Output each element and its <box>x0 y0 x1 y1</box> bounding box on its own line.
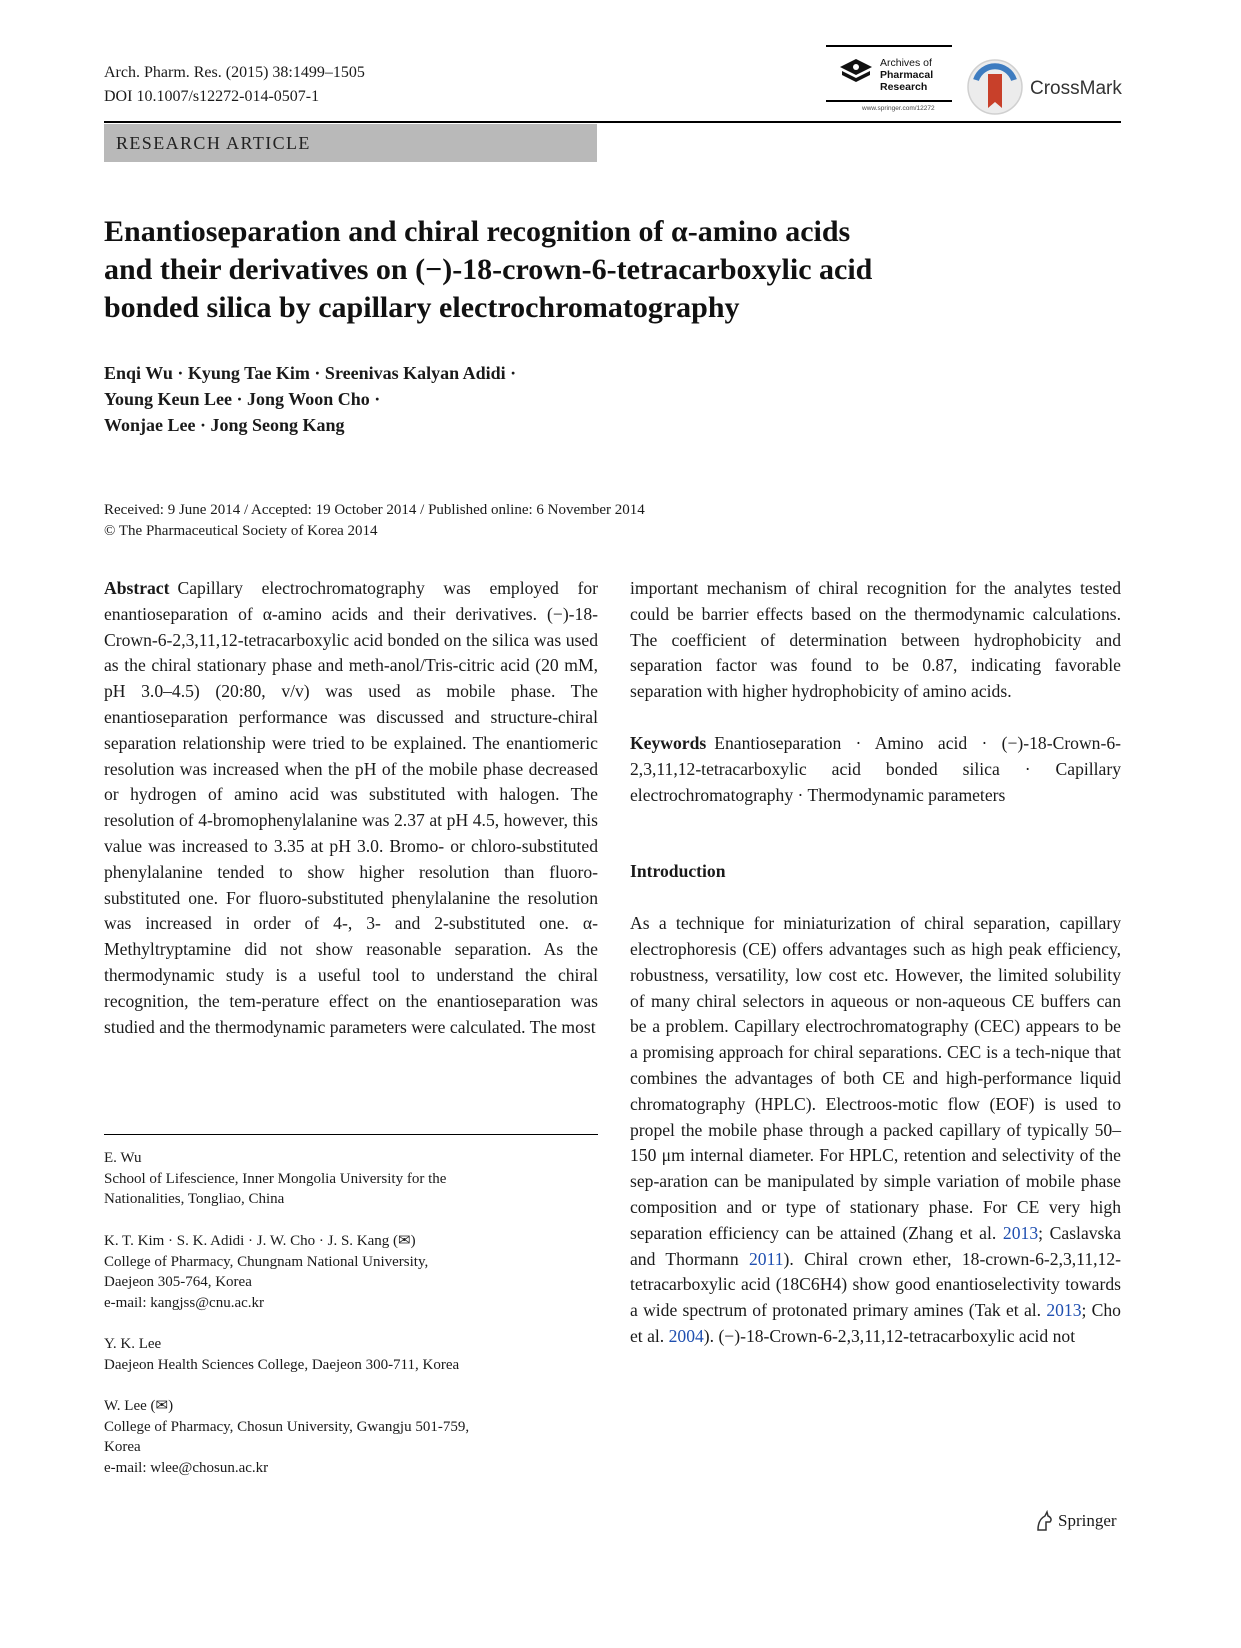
title-line: and their derivatives on (−)-18-crown-6-tetracarboxylic acid <box>104 253 873 286</box>
author-list <box>104 360 516 438</box>
doi[interactable]: DOI 10.1007/s12272-014-0507-1 <box>104 88 320 105</box>
affiliation-line: School of Lifescience, Inner Mongolia University for the <box>104 1170 447 1187</box>
publication-dates <box>104 500 645 542</box>
springer-logo[interactable] <box>1034 1510 1117 1532</box>
affiliation-line: College of Pharmacy, Chosun University, Gwangju 501-759, <box>104 1418 470 1435</box>
affiliation-line: Nationalities, Tongliao, China <box>104 1191 285 1207</box>
springer-label: Springer <box>1058 1511 1117 1530</box>
affiliation-block <box>104 1334 598 1375</box>
intro-text: ). (−)-18-Crown-6-2,3,11,12-tetracarboxylic acid not <box>703 1325 1076 1346</box>
article-type-badge: RESEARCH ARTICLE <box>104 124 597 162</box>
author-line[interactable]: Young Keun Lee · Jong Woon Cho · <box>104 389 381 409</box>
intro-text: As a technique for miniaturization of chiral separation, capillary electrophoresis (CE) offers advantages such as high peak efficiency, robustness, versatility, low cost etc. However, the limited solubility of many chiral selectors in aqueous or non-aqueous CE buffers can be a problem. Capillary electrochromatography (CEC) appears to be a promising approach for chiral separations. CEC is a tech-nique that combines the advantages of both CE and high-performance liquid chromatography (HPLC). Electroos-motic flow (EOF) is used to propel the mobile phase through a packed capillary of typically 50–150 μm internal diameter. For HPLC, retention and selectivity of the sep-aration can be manipulated by simple variation of mobile phase composition and or type of stationary phase. For CE very high separation efficiency can be attained (Zhang et al. <box>630 913 1121 1243</box>
header-rule <box>104 121 1121 123</box>
citation-link[interactable]: 2013 <box>1002 1222 1039 1243</box>
crossmark-icon[interactable] <box>966 58 1024 116</box>
article-title <box>104 213 1004 327</box>
intro-text: ; Caslavska and Thormann <box>630 1222 1121 1269</box>
copyright: © The Pharmaceutical Society of Korea 2014 <box>104 523 378 539</box>
logo-bottom-rule <box>826 100 952 102</box>
keywords-text: Enantioseparation · Amino acid · (−)-18-Crown-6-2,3,11,12-tetracarboxylic acid bonded silica · Capillary electrochromatography · Thermodynamic parameters <box>630 732 1121 805</box>
affiliation-rule <box>104 1134 598 1135</box>
intro-text: ). Chiral crown ether, 18-crown-6-2,3,11,12-tetracarboxylic acid (18C6H4) show good enantioselectivity towards a wide spectrum of protonated primary amines (Tak et al. <box>630 1248 1121 1321</box>
affiliation-line: Y. K. Lee <box>104 1336 162 1352</box>
email-link[interactable]: e-mail: wlee@chosun.ac.kr <box>104 1459 269 1476</box>
history-dates: Received: 9 June 2014 / Accepted: 19 October 2014 / Published online: 6 November 2014 <box>104 502 645 518</box>
keywords-label: Keywords <box>630 732 707 753</box>
affiliation-line: College of Pharmacy, Chungnam National University, <box>104 1253 429 1270</box>
intro-text: ; Cho et al. <box>630 1300 1121 1346</box>
author-line[interactable]: Enqi Wu · Kyung Tae Kim · Sreenivas Kalyan Adidi · <box>104 363 517 383</box>
abstract-text: Capillary electrochromatography was employed for enantioseparation of α-amino acids and their derivatives. (−)-18-Crown-6-2,3,11,12-tetracarboxylic acid bonded on the silica was used as the chiral stationary phase and meth-anol/Tris-citric acid (20 mM, pH 3.0–4.5) (20:80, v/v) was used as mobile phase. The enantioseparation performance was discussed and structure-chiral separation relationship were tried to be explained. The enantiomeric resolution was increased when the pH of the mobile phase decreased or hydrogen of amino acid was substituted with halogen. The resolution of 4-bromophenylalanine was 2.37 at pH 4.5, however, this value was increased to 3.35 at pH 3.0. Bromo- or chloro-substituted phenylalanine tended to show higher resolution than fluoro-substituted one. For fluoro-substituted phenylalanine the resolution was increased in order of 4-, 3- and 2-substituted one. α-Methyltryptamine did not show reasonable separation. As the thermodynamic study is a useful tool to understand the chiral recognition, the tem-perature effect on the enantioseparation was studied and the thermodynamic parameters were calculated. The most <box>104 578 598 1037</box>
introduction-heading: Introduction <box>630 861 726 882</box>
introduction-text <box>630 911 1121 1350</box>
title-line: Enantioseparation and chiral recognition of α-amino acids <box>104 215 851 248</box>
author-line[interactable]: Wonjae Lee · Jong Seong Kang <box>104 415 345 435</box>
citation-link[interactable]: 2013 <box>1046 1300 1082 1321</box>
logo-top-rule <box>826 45 952 47</box>
affiliation-line: W. Lee (✉) <box>104 1398 174 1414</box>
email-link[interactable]: e-mail: kangjss@cnu.ac.kr <box>104 1294 265 1311</box>
affiliation-line: E. Wu <box>104 1150 142 1166</box>
book-icon <box>836 55 876 85</box>
journal-logo[interactable] <box>826 45 952 113</box>
citation-link[interactable]: 2004 <box>668 1325 704 1346</box>
abstract-continuation: important mechanism of chiral recognition for the analytes tested could be barrier effects based on the thermodynamic calculations. The coefficient of determination between hydrophobicity and separation factor was found to be 0.87, indicating favorable separation with higher hydrophobicity of amino acids. <box>630 578 1121 702</box>
springer-horse-icon <box>1034 1510 1054 1532</box>
affiliation-block <box>104 1148 598 1210</box>
citation-link[interactable]: 2011 <box>749 1248 784 1269</box>
affiliation-line: Daejeon Health Sciences College, Daejeon 300-711, Korea <box>104 1356 460 1373</box>
affiliation-block <box>104 1231 598 1313</box>
journal-url: www.springer.com/12272 <box>862 105 935 112</box>
affiliation-block <box>104 1396 598 1478</box>
right-column <box>630 576 1121 1350</box>
affiliation-line: Daejeon 305-764, Korea <box>104 1274 252 1290</box>
crossmark-label[interactable]: CrossMark <box>1030 78 1122 99</box>
abstract <box>104 576 598 1040</box>
affiliation-line: K. T. Kim · S. K. Adidi · J. W. Cho · J. S. Kang (✉) <box>104 1233 416 1249</box>
affiliation-line: Korea <box>104 1439 141 1455</box>
journal-reference: Arch. Pharm. Res. (2015) 38:1499–1505 <box>104 64 365 81</box>
journal-logo-text: Archives of Pharmacal Research <box>880 57 934 93</box>
keywords <box>630 731 1121 808</box>
title-line: bonded silica by capillary electrochromatography <box>104 291 740 324</box>
abstract-label: Abstract <box>104 578 170 598</box>
